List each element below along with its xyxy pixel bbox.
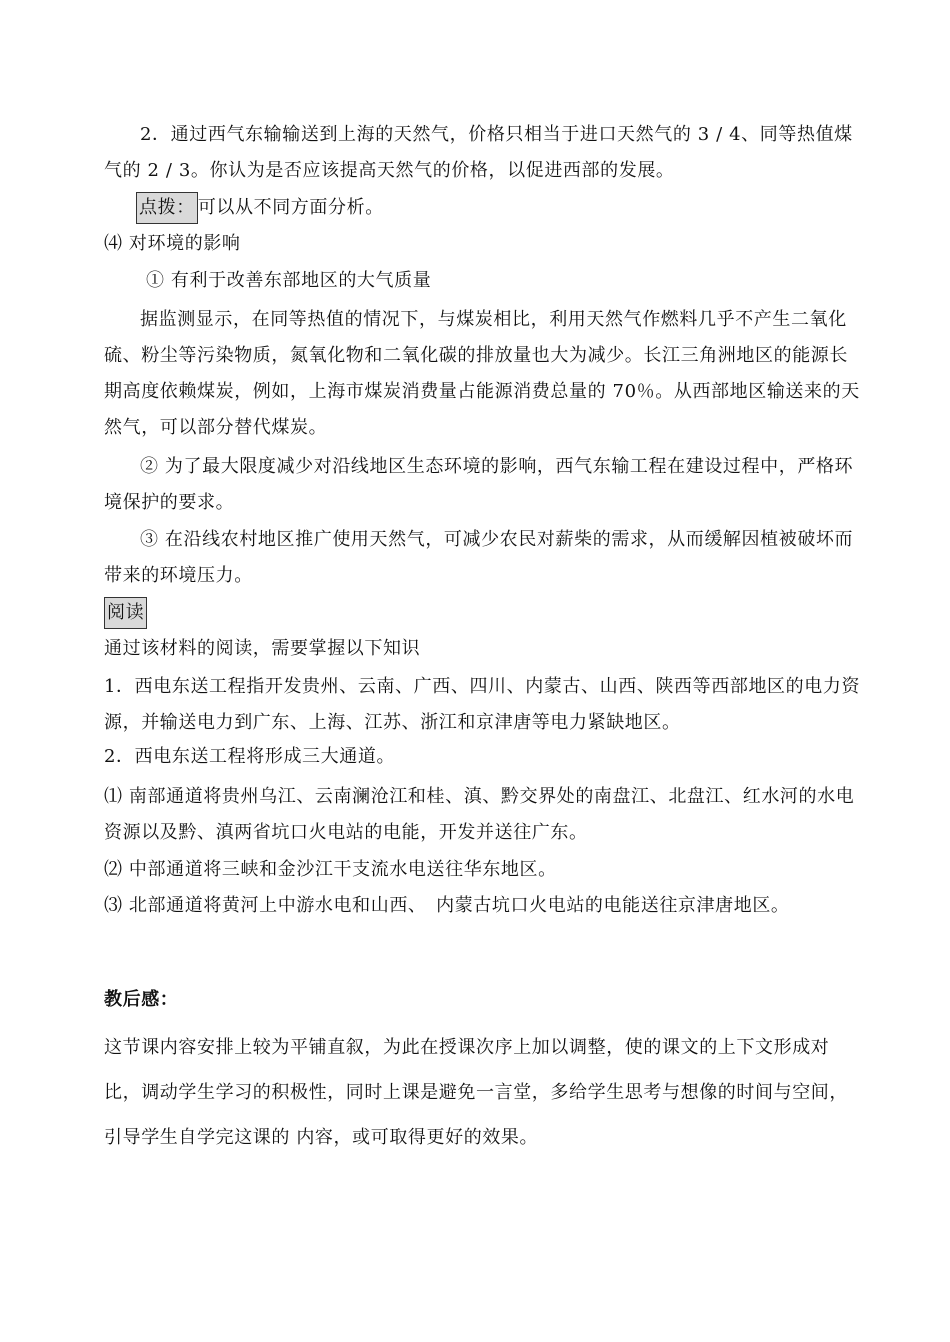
question-2: 2．通过西气东输输送到上海的天然气，价格只相当于进口天然气的 3 / 4、同等热值煤气的 2 / 3。你认为是否应该提高天然气的价格，以促进西部的发展。 bbox=[104, 124, 853, 181]
reading-item-2: 2．西电东送工程将形成三大通道。 bbox=[104, 746, 396, 767]
channel-north: ⑶ 北部通道将黄河上中游水电和山西、 内蒙古坑口火电站的电能送往京津唐地区。 bbox=[104, 895, 790, 916]
reading-intro: 通过该材料的阅读，需要掌握以下知识 bbox=[104, 638, 421, 659]
reading-item-1: 1．西电东送工程指开发贵州、云南、广西、四川、内蒙古、山西、陕西等西部地区的电力资源，并输送电力到广东、上海、江苏、浙江和京津唐等电力紧缺地区。 bbox=[104, 676, 861, 733]
environment-point-1-title: ① 有利于改善东部地区的大气质量 bbox=[146, 270, 432, 291]
environment-point-3: ③ 在沿线农村地区推广使用天然气，可减少农民对薪柴的需求，从而缓解因植被破坏而带来的环境压力。 bbox=[104, 529, 854, 586]
channel-middle: ⑵ 中部通道将三峡和金沙江干支流水电送往华东地区。 bbox=[104, 859, 557, 880]
environment-point-2: ② 为了最大限度减少对沿线地区生态环境的影响，西气东输工程在建设过程中，严格环境保护的要求。 bbox=[104, 456, 854, 513]
hint-line bbox=[136, 192, 384, 224]
reflection-heading: 教后感： bbox=[104, 989, 179, 1010]
reading-label-line bbox=[104, 597, 147, 629]
reflection-body: 这节课内容安排上较为平铺直叙，为此在授课次序上加以调整，使的课文的上下文形成对比，调动学生学习的积极性，同时上课是避免一言堂，多给学生思考与想像的时间与空间，引导学生自学完这课的 内容，或可取得更好的效果。 bbox=[104, 1037, 848, 1148]
environment-heading: ⑷ 对环境的影响 bbox=[104, 233, 241, 254]
environment-point-1-body: 据监测显示，在同等热值的情况下，与煤炭相比，利用天然气作燃料几乎不产生二氧化硫、粉尘等污染物质，氮氧化物和二氧化碳的排放量也大为减少。长江三角洲地区的能源长期高度依赖煤炭，例如，上海市煤炭消费量占能源消费总量的 70％。从西部地区输送来的天然气，可以部分替代煤炭。 bbox=[104, 309, 860, 438]
channel-south: ⑴ 南部通道将贵州乌江、云南澜沧江和桂、滇、黔交界处的南盘江、北盘江、红水河的水电资源以及黔、滇两省坑口火电站的电能，开发并送往广东。 bbox=[104, 786, 855, 843]
hint-label: 点拨： bbox=[136, 192, 198, 224]
reading-label: 阅读 bbox=[104, 597, 147, 629]
hint-text: 可以从不同方面分析。 bbox=[197, 197, 384, 218]
